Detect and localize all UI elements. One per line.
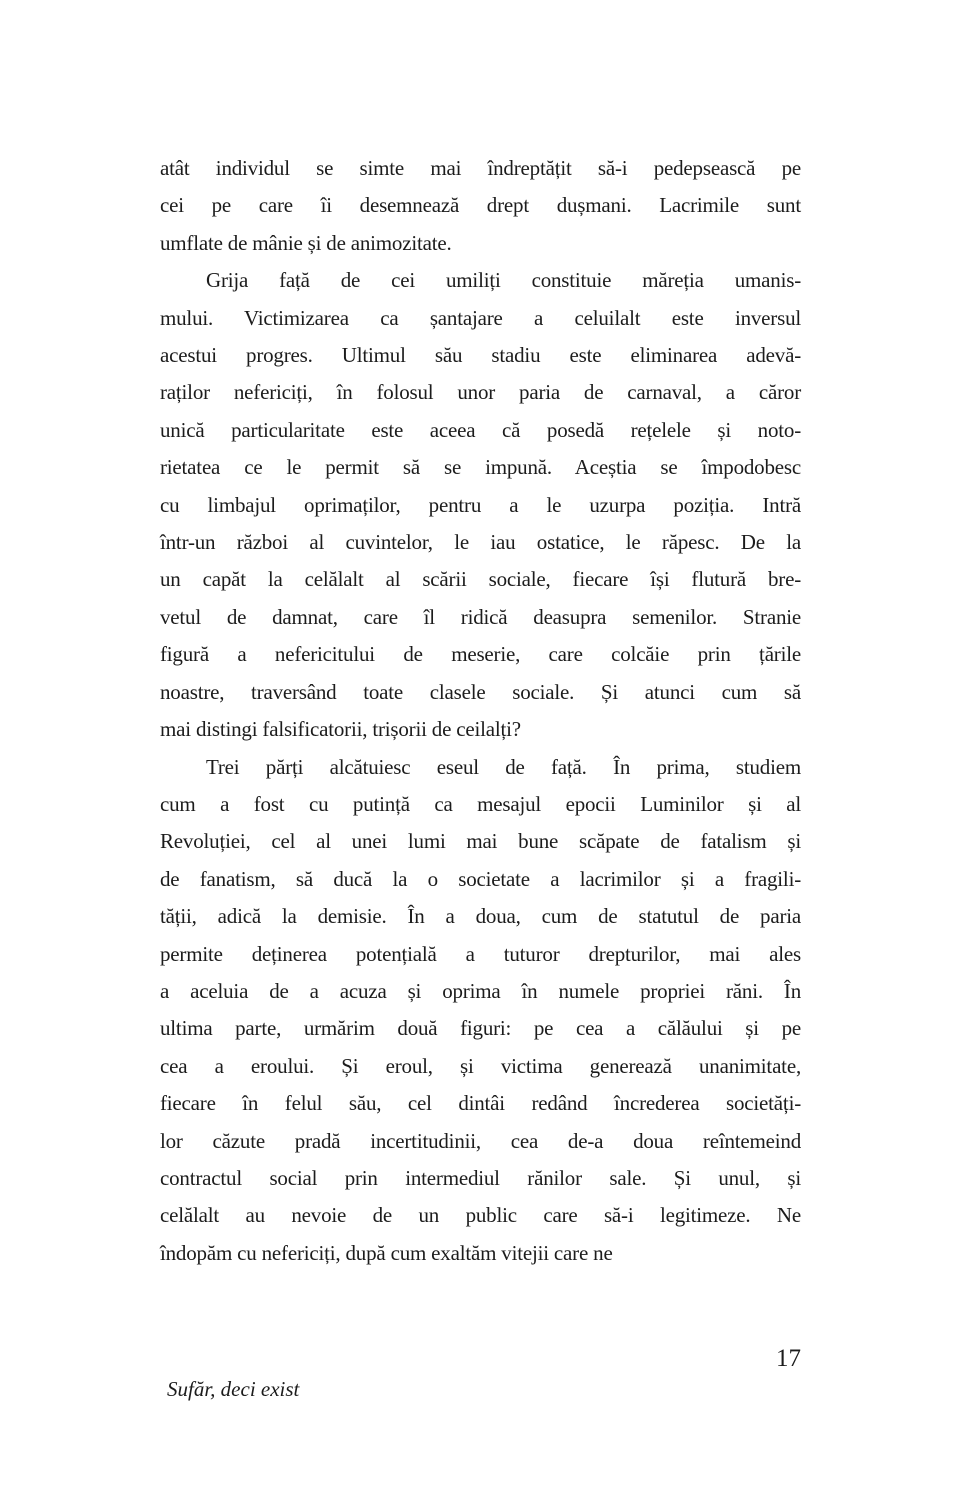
body-line: figură a nefericitului de meserie, care colcăie prin țările: [160, 642, 801, 667]
body-line: ultima parte, urmărim două figuri: pe cea a călăului și pe: [160, 1016, 801, 1041]
body-line: mului. Victimizarea ca șantajare a celuilalt este inversul: [160, 305, 801, 330]
body-line: mai distingi falsificatorii, trișorii de ceilalți?: [160, 717, 521, 742]
body-line: umflate de mânie și de animozitate.: [160, 230, 452, 255]
body-line: cea a eroului. Și eroul, și victima generează unanimitate,: [160, 1053, 801, 1078]
body-line: acestui progres. Ultimul său stadiu este eliminarea adevă-: [160, 343, 801, 368]
running-title: Sufăr, deci exist: [167, 1377, 300, 1401]
body-line: cei pe care îi desemnează drept dușmani. Lacrimile sunt: [160, 193, 801, 218]
body-line: permite deținerea potențială a tuturor drepturilor, mai ales: [160, 941, 801, 966]
body-line: rietatea ce le permit să se impună. Aceștia se împodobesc: [160, 455, 801, 480]
body-line: celălalt au nevoie de un public care să-i legitimeze. Ne: [160, 1203, 801, 1228]
body-text: [160, 150, 801, 1272]
paragraph: [160, 262, 801, 748]
page-number: 17: [776, 1345, 801, 1372]
paragraph: [160, 749, 801, 1273]
body-line: Revoluției, cel al unei lumi mai bune scăpate de fatalism și: [160, 829, 801, 854]
body-line: cum a fost cu putință ca mesajul epocii Luminilor și al: [160, 791, 801, 816]
body-line: fiecare în felul său, cel dintâi redând încrederea societăți-: [160, 1091, 801, 1116]
body-line: un capăt la celălalt al scării sociale, fiecare își flutură bre-: [160, 567, 801, 592]
body-line: Grija față de cei umiliți constituie măreția umanis-: [206, 268, 801, 293]
body-line: noastre, traversând toate clasele sociale. Și atunci cum să: [160, 679, 801, 704]
body-line: a aceluia de a acuza și oprima în numele propriei răni. În: [160, 978, 801, 1003]
paragraph: [160, 150, 801, 262]
body-line: raților nefericiți, în folosul unor paria de carnaval, a căror: [160, 380, 801, 405]
body-line: tății, adică la demisie. În a doua, cum de statutul de paria: [160, 904, 801, 929]
body-line: contractul social prin intermediul rănilor sale. Și unul, și: [160, 1165, 801, 1190]
body-line: de fanatism, să ducă la o societate a lacrimilor și a fragili-: [160, 866, 801, 891]
body-line: lor căzute pradă incertitudinii, cea de-a doua reîntemeind: [160, 1128, 801, 1153]
body-line: cu limbajul oprimaților, pentru a le uzurpa poziția. Intră: [160, 492, 801, 517]
body-line: într-un război al cuvintelor, le iau ostatice, le răpesc. De la: [160, 530, 801, 555]
body-line: unică particularitate este aceea că posedă rețelele și noto-: [160, 417, 801, 442]
body-line: îndopăm cu nefericiți, după cum exaltăm vitejii care ne: [160, 1240, 613, 1265]
body-line: atât individul se simte mai îndreptățit să-i pedepsească pe: [160, 156, 801, 180]
body-line: vetul de damnat, care îl ridică deasupra semenilor. Stranie: [160, 604, 801, 629]
body-line: Trei părți alcătuiesc eseul de față. În prima, studiem: [206, 754, 801, 779]
